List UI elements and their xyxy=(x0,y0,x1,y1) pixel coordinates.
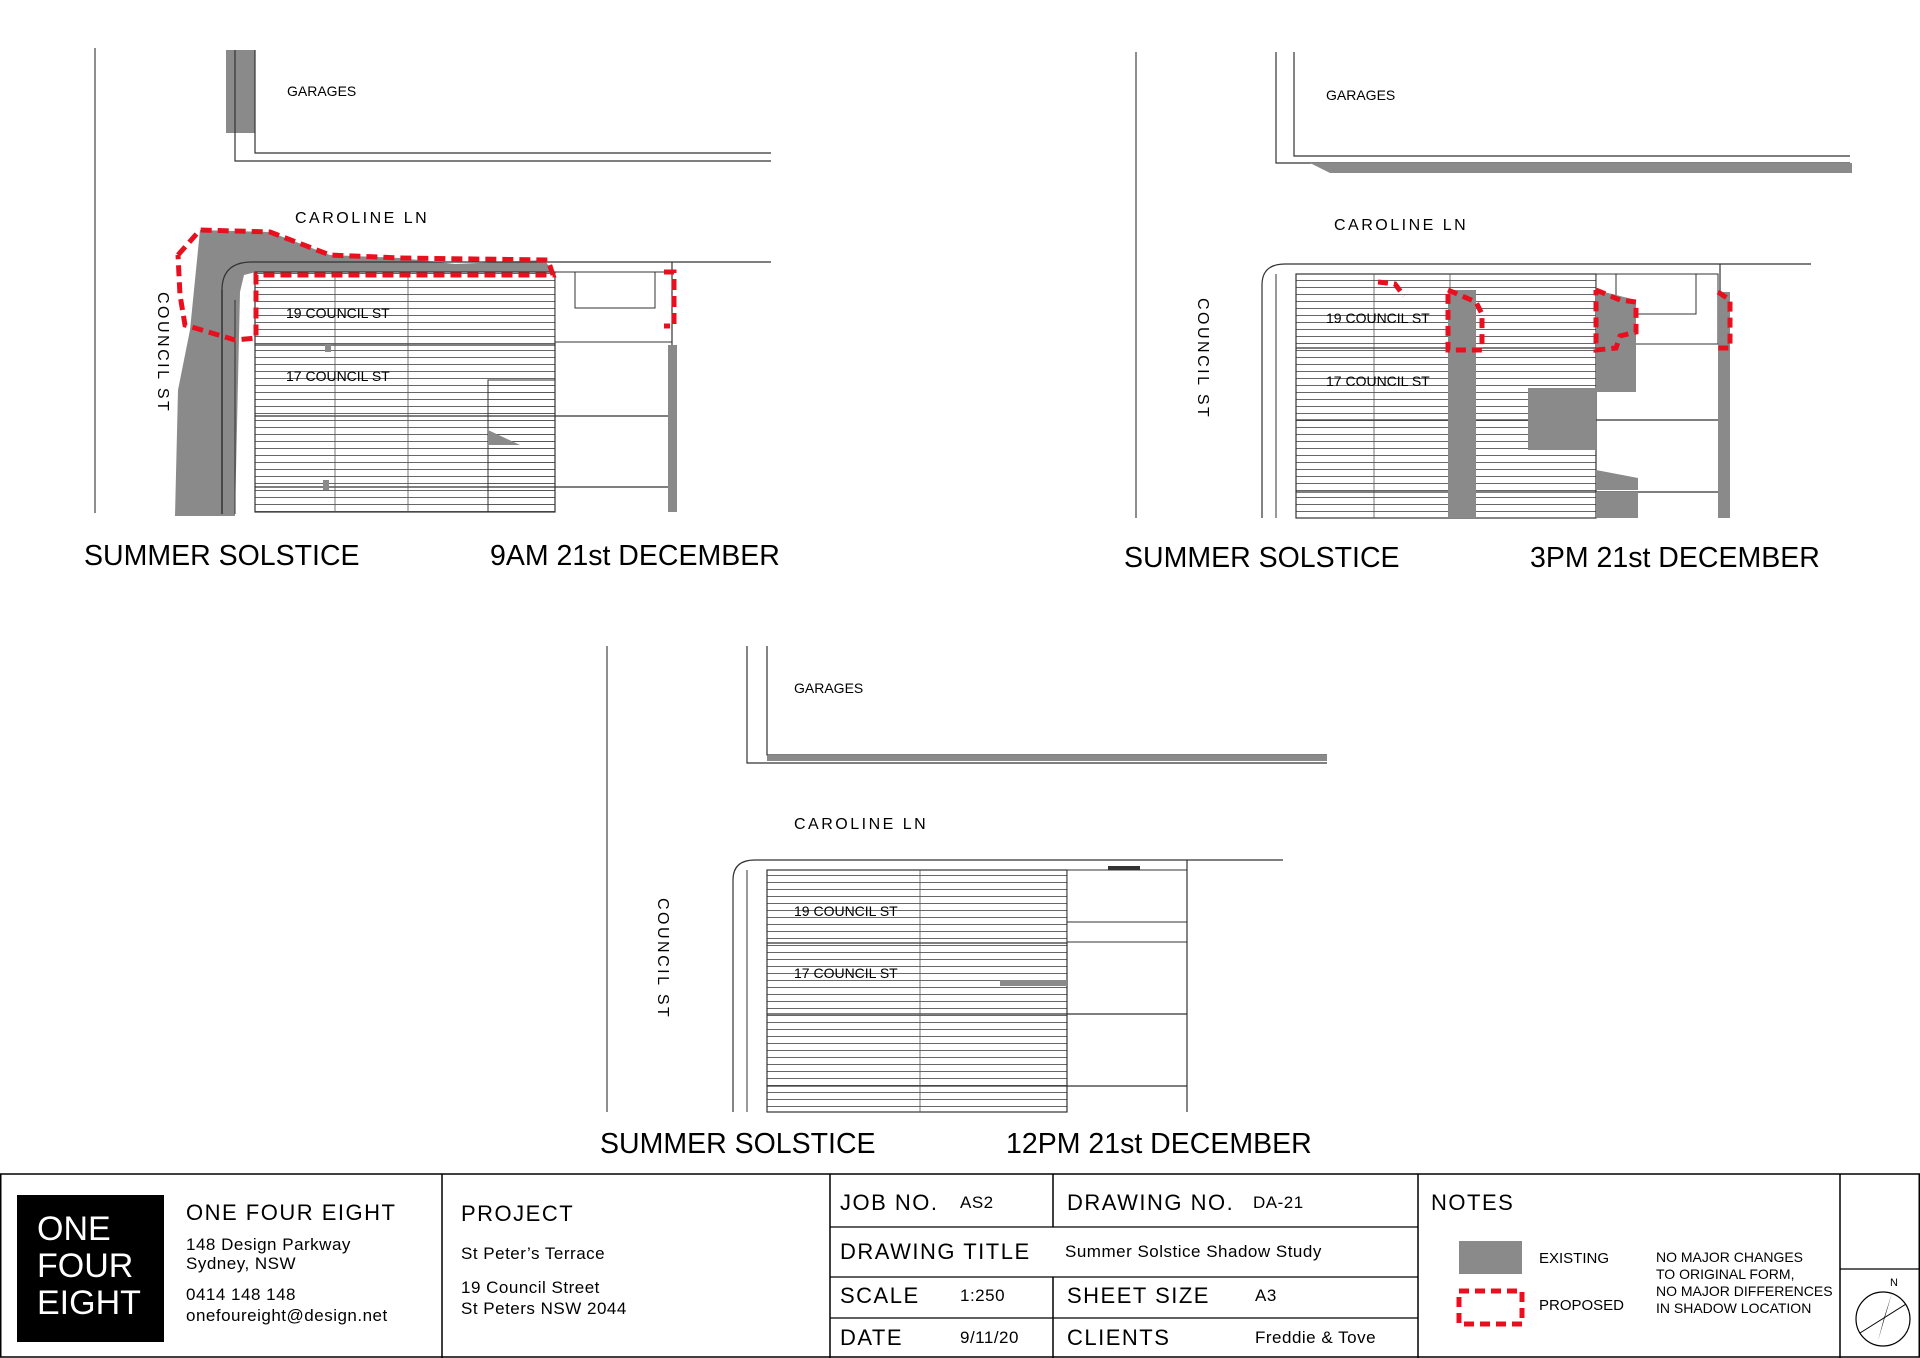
plan-12pm xyxy=(607,646,1327,1112)
date-label: DATE xyxy=(840,1325,904,1350)
north-arrow-icon xyxy=(1856,1292,1910,1346)
garages-label: GARAGES xyxy=(794,680,864,696)
project-address-1: 19 Council Street xyxy=(461,1278,600,1297)
caption-time: 12PM 21st DECEMBER xyxy=(1006,1128,1312,1160)
caption-time: 9AM 21st DECEMBER xyxy=(490,540,780,572)
caption-season: SUMMER SOLSTICE xyxy=(84,540,360,572)
caption-season: SUMMER SOLSTICE xyxy=(1124,542,1400,574)
lot-17-label: 17 COUNCIL ST xyxy=(794,965,898,981)
date-value: 9/11/20 xyxy=(960,1328,1019,1347)
lot-17-label: 17 COUNCIL ST xyxy=(1326,373,1430,389)
existing-shadow xyxy=(767,755,1327,761)
lot-17-label: 17 COUNCIL ST xyxy=(286,368,390,384)
project-label: PROJECT xyxy=(461,1201,575,1226)
legend-proposed-label: PROPOSED xyxy=(1539,1297,1625,1314)
job-no-label: JOB NO. xyxy=(840,1190,939,1215)
notes-text: NO MAJOR CHANGES TO ORIGINAL FORM, NO MAJOR DIFFERENCES IN SHADOW LOCATION xyxy=(1656,1249,1833,1316)
project-name: St Peter’s Terrace xyxy=(461,1244,606,1263)
drawing-title-label: DRAWING TITLE xyxy=(840,1239,1031,1264)
firm-logo: ONE FOUR EIGHT xyxy=(17,1195,164,1342)
clients-label: CLIENTS xyxy=(1067,1325,1171,1350)
drawing-no-label: DRAWING NO. xyxy=(1067,1190,1235,1215)
plan-3pm xyxy=(1136,52,1852,518)
garages-label: GARAGES xyxy=(1326,87,1396,103)
firm-phone: 0414 148 148 xyxy=(186,1285,296,1304)
caption-time: 3PM 21st DECEMBER xyxy=(1530,542,1820,574)
legend-existing-label: EXISTING xyxy=(1539,1250,1610,1267)
firm-address-1: 148 Design Parkway xyxy=(186,1235,351,1254)
proposed-swatch xyxy=(1459,1291,1522,1324)
notes-label: NOTES xyxy=(1431,1190,1515,1215)
scale-label: SCALE xyxy=(840,1283,920,1308)
existing-swatch xyxy=(1459,1241,1522,1274)
lot-19-label: 19 COUNCIL ST xyxy=(286,305,390,321)
lot-19-label: 19 COUNCIL ST xyxy=(794,903,898,919)
street-label: COUNCIL ST xyxy=(654,898,671,1020)
sheet-size-value: A3 xyxy=(1255,1286,1277,1305)
lot-19-label: 19 COUNCIL ST xyxy=(1326,310,1430,326)
clients-value: Freddie & Tove xyxy=(1255,1328,1377,1347)
firm-address-2: Sydney, NSW xyxy=(186,1254,297,1273)
firm-email[interactable]: onefoureight@design.net xyxy=(186,1306,388,1325)
caption-season: SUMMER SOLSTICE xyxy=(600,1128,876,1160)
existing-shadow xyxy=(1448,290,1476,518)
drawing-title-value: Summer Solstice Shadow Study xyxy=(1065,1242,1322,1261)
title-block xyxy=(0,1173,1920,1358)
existing-shadow xyxy=(226,50,255,133)
lane-label: CAROLINE LN xyxy=(794,816,929,833)
plan-9am xyxy=(95,48,771,516)
garages-label: GARAGES xyxy=(287,83,357,99)
project-address-2: St Peters NSW 2044 xyxy=(461,1299,627,1318)
firm-name: ONE FOUR EIGHT xyxy=(186,1200,397,1225)
street-label: COUNCIL ST xyxy=(154,292,171,414)
existing-shadow xyxy=(1310,163,1852,173)
scale-value: 1:250 xyxy=(960,1286,1006,1305)
drawing-no-value: DA-21 xyxy=(1253,1193,1304,1212)
lane-label: CAROLINE LN xyxy=(295,210,430,227)
sheet-size-label: SHEET SIZE xyxy=(1067,1283,1210,1308)
lane-label: CAROLINE LN xyxy=(1334,217,1469,234)
street-label: COUNCIL ST xyxy=(1194,298,1211,420)
north-label: N xyxy=(1890,1277,1898,1289)
job-no-value: AS2 xyxy=(960,1193,994,1212)
